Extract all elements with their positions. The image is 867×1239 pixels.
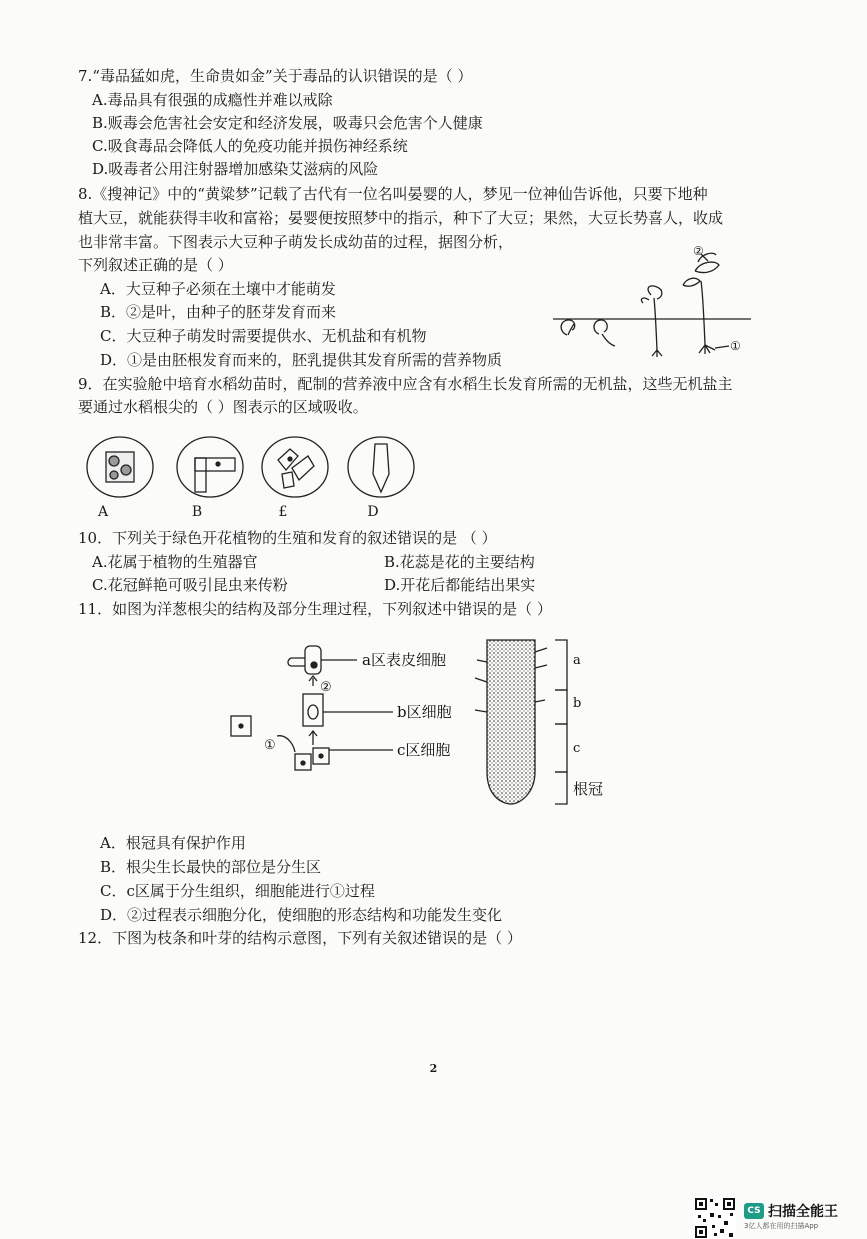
q11-stem: 11．如图为洋葱根尖的结构及部分生理过程，下列叙述中错误的是（ ） bbox=[78, 600, 552, 618]
elongation-cell bbox=[303, 694, 323, 726]
zone-c-label: c bbox=[573, 741, 581, 756]
q10-option-b: B.花蕊是花的主要结构 bbox=[384, 553, 535, 571]
q8-option-c: C．大豆种子萌发时需要提供水、无机盐和有机物 bbox=[100, 327, 427, 345]
zone-b-label: b bbox=[573, 696, 582, 711]
label-a-epidermis: a区表皮细胞 bbox=[362, 651, 446, 669]
q7-option-c: C.吸食毒品会降低人的免疫功能并损伤神经系统 bbox=[92, 137, 408, 155]
seed-stage-1 bbox=[561, 320, 575, 335]
q8-mark-1: ① bbox=[730, 339, 741, 353]
option-b-cell-figure bbox=[177, 437, 243, 497]
q11-option-b: B．根尖生长最快的部位是分生区 bbox=[100, 858, 322, 876]
page-number: 2 bbox=[429, 1062, 438, 1075]
q11-option-c: C．c区属于分生组织，细胞能进行①过程 bbox=[100, 882, 375, 900]
q9-stem-line1: 9．在实验舱中培育水稻幼苗时，配制的营养液中应含有水稻生长发育所需的无机盐，这些无机盐主 bbox=[78, 375, 733, 393]
q10-option-d: D.开花后都能结出果实 bbox=[384, 576, 536, 594]
q11-mark-2: ② bbox=[320, 680, 332, 695]
q11-mark-1: ① bbox=[264, 738, 276, 753]
q11-option-a: A．根冠具有保护作用 bbox=[100, 834, 246, 852]
q7-option-a: A.毒品具有很强的成瘾性并难以戒除 bbox=[92, 91, 333, 109]
soybean-germination-figure bbox=[553, 240, 753, 365]
label-b-cells: b区细胞 bbox=[397, 703, 452, 721]
q8-mark-2: ② bbox=[693, 244, 704, 258]
camscanner-logo-icon: CS bbox=[744, 1203, 764, 1219]
q7-option-b: B.贩毒会危害社会安定和经济发展，吸毒只会危害个人健康 bbox=[92, 114, 483, 132]
meristem-cells bbox=[231, 716, 329, 770]
label-c-cells: c区细胞 bbox=[397, 741, 451, 759]
q10-stem: 10．下列关于绿色开花植物的生殖和发育的叙述错误的是 （ ） bbox=[78, 529, 497, 547]
root-hair-cell bbox=[288, 646, 321, 674]
q8-option-d: D．①是由胚根发育而来的，胚乳提供其发育所需的营养物质 bbox=[100, 351, 503, 369]
q8-stem-line4: 下列叙述正确的是（ ） bbox=[78, 256, 233, 274]
root-tip-cells-figure bbox=[82, 434, 422, 504]
option-c-cell-figure bbox=[262, 437, 328, 497]
q8-option-b: B．②是叶，由种子的胚芽发育而来 bbox=[100, 303, 337, 321]
onion-root-tip-figure bbox=[225, 632, 625, 812]
root-tip-body bbox=[487, 640, 535, 804]
q12-stem: 12．下图为枝条和叶芽的结构示意图，下列有关叙述错误的是（ ） bbox=[78, 929, 522, 947]
q9-label-a: A bbox=[97, 504, 109, 520]
q10-option-a: A.花属于植物的生殖器官 bbox=[92, 553, 258, 571]
q8-stem-line3: 也非常丰富。下图表示大豆种子萌发长成幼苗的过程，据图分析， bbox=[78, 233, 514, 251]
q7-option-d: D.吸毒者公用注射器增加感染艾滋病的风险 bbox=[92, 160, 379, 178]
q8-stem-line2: 植大豆，就能获得丰收和富裕；晏婴便按照梦中的指示，种下了大豆；果然，大豆长势喜人，收成 bbox=[78, 209, 724, 227]
seed-stage-2 bbox=[594, 320, 615, 346]
q9-stem-line2: 要通过水稻根尖的（ ）图表示的区域吸收。 bbox=[78, 398, 368, 416]
q11-option-d: D．②过程表示细胞分化，使细胞的形态结构和功能发生变化 bbox=[100, 906, 503, 924]
camscanner-name: 扫描全能王 bbox=[768, 1204, 838, 1220]
zone-root-cap-label: 根冠 bbox=[573, 780, 604, 798]
option-a-cell-figure bbox=[87, 437, 153, 497]
zone-a-label: a bbox=[573, 653, 581, 668]
qr-code-icon bbox=[694, 1197, 736, 1239]
camscanner-tagline: 3亿人都在用的扫描App bbox=[744, 1222, 819, 1230]
q9-label-c: £ bbox=[278, 504, 288, 520]
seedling-stage-3 bbox=[641, 286, 662, 357]
q8-option-a: A．大豆种子必须在土壤中才能萌发 bbox=[100, 280, 336, 298]
option-d-cell-figure bbox=[348, 437, 414, 497]
q7-stem: 7.“毒品猛如虎，生命贵如金”关于毒品的认识错误的是（ ） bbox=[78, 67, 473, 85]
q9-label-d: D bbox=[367, 504, 379, 520]
seedling-stage-4 bbox=[683, 253, 729, 354]
q8-stem-line1: 8.《搜神记》中的“黄粱梦”记载了古代有一位名叫晏婴的人，梦见一位神仙告诉他，只要下地种 bbox=[78, 185, 708, 203]
q9-label-b: B bbox=[191, 504, 203, 520]
q10-option-c: C.花冠鲜艳可吸引昆虫来传粉 bbox=[92, 576, 288, 594]
